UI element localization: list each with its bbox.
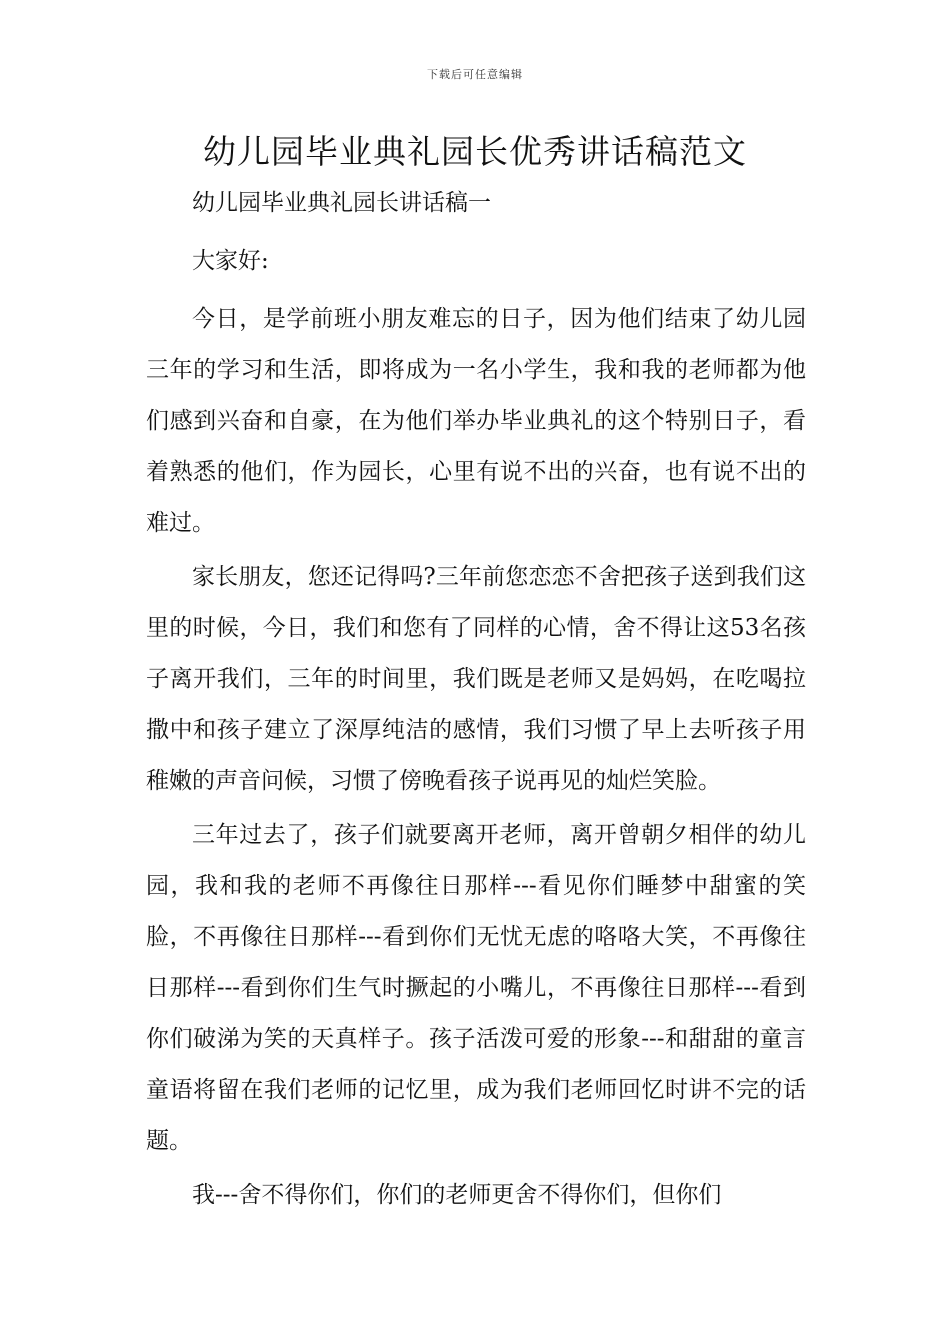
paragraph-4: 我---舍不得你们，你们的老师更舍不得你们，但你们 — [192, 1182, 722, 1208]
document-subtitle: 幼儿园毕业典礼园长讲话稿一 — [192, 190, 491, 216]
paragraph-2: 家长朋友，您还记得吗?三年前您恋恋不舍把孩子送到我们这里的时候，今日，我们和您有了同样的心情，舍不得让这53名孩子离开我们，三年的时间里，我们既是老师又是妈妈，在吃喝拉撒中和孩子建立了深厚纯洁的感情，我们习惯了早上去听孩子用稚嫩的声音问候，习惯了傍晚看孩子说再见的灿烂笑脸。 — [146, 564, 806, 794]
document-title: 幼儿园毕业典礼园长优秀讲话稿范文 — [203, 132, 747, 171]
paragraph-1: 今日，是学前班小朋友难忘的日子，因为他们结束了幼儿园三年的学习和生活，即将成为一名小学生，我和我的老师都为他们感到兴奋和自豪，在为他们举办毕业典礼的这个特别日子，看着熟悉的他们，作为园长，心里有说不出的兴奋，也有说不出的难过。 — [146, 306, 806, 536]
document-body — [146, 178, 806, 1224]
paragraph-3: 三年过去了，孩子们就要离开老师，离开曾朝夕相伴的幼儿园，我和我的老师不再像往日那样---看见你们睡梦中甜蜜的笑脸，不再像往日那样---看到你们无忧无虑的咯咯大笑，不再像往日那样---看到你们生气时撅起的小嘴儿，不再像往日那样---看到你们破涕为笑的天真样子。孩子活泼可爱的形象---和甜甜的童言童语将留在我们老师的记忆里，成为我们老师回忆时讲不完的话题。 — [146, 822, 806, 1154]
header-note: 下载后可任意编辑 — [427, 68, 523, 81]
greeting: 大家好: — [192, 248, 269, 274]
